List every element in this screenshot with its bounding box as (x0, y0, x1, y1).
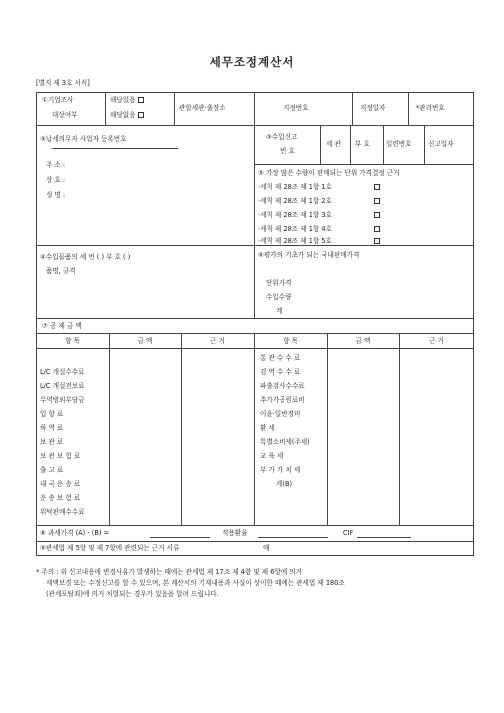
deduction-item: 환 세 (260, 424, 275, 432)
deduction-item: 보 관 보 험 료 (40, 452, 81, 460)
deduction-item: 파출검사수수료 (260, 382, 305, 390)
deduction-item: 위탁판매수수료 (40, 508, 85, 516)
taxpayer-registration-label: ③납세의무자 사업자 등록번호 (40, 135, 127, 143)
total-label: 계 (276, 307, 283, 315)
dept-code-header: 부 호 (355, 140, 370, 148)
clause-checkbox[interactable] (374, 198, 380, 204)
deduction-title: ⑦ 공 제 금 액 (42, 322, 82, 330)
deduction-item: L/C 개설수수료 (40, 368, 85, 376)
item-name-label: 품명, 규격 (46, 267, 76, 275)
header-basis: 근 거 (429, 337, 444, 345)
header-item: 항 목 (65, 337, 80, 345)
exchange-rate-line[interactable] (258, 537, 328, 538)
no-option[interactable]: 해당없음 (110, 112, 144, 119)
clause-checkbox[interactable] (374, 212, 380, 218)
deduction-item: 무역범외부담금 (40, 396, 85, 404)
deduction-item: L/C 개설전보료 (40, 382, 85, 390)
notice-line: * 주의 : 위 신고내용에 변경사유가 발생하는 때에는 관세법 제 17조 제 4항 및 제 6항에 의거 (36, 568, 303, 576)
header-amount: 금 액 (355, 337, 371, 345)
deduction-item: 부 가 가 치 세 (260, 466, 301, 474)
clause-item[interactable]: ·세칙 제 28조 제 1항 3호 (258, 211, 332, 219)
report-date-header: 신고일자 (428, 140, 454, 148)
deduction-item: 통 관 수 수 료 (260, 354, 301, 362)
import-item-label: ④수입물품의 세 번 ( ) 부 호 ( ) (40, 253, 131, 261)
address-label: 주 소 : (46, 161, 66, 169)
clause-item[interactable]: ·세칙 제 28조 제 1항 2호 (258, 197, 332, 205)
sheets-suffix: 매 (263, 544, 270, 552)
clause-item[interactable]: ·세칙 제 28조 제 1항 1호 (258, 183, 332, 191)
designation-number-label: 지정번호 (283, 104, 309, 112)
form-reference: [별지 제 3호 서식] (36, 79, 90, 87)
header-item: 항 목 (283, 337, 298, 345)
deduction-item: 내 국 운 송 료 (40, 480, 81, 488)
deduction-item: 보 관 료 (40, 438, 64, 446)
notice-line: (관세포탈죄)에 의거 처벌되는 경우가 있음을 알려 드립니다. (46, 590, 219, 598)
serial-number-header: 일련번호 (386, 140, 412, 148)
trade-name-label: 상 호 : (46, 176, 66, 184)
form-table (36, 92, 474, 556)
cif-line[interactable] (357, 537, 411, 538)
clause-checkbox[interactable] (374, 184, 380, 190)
taxable-value-label: ⑧ 과세가격 (A) - (B) = (40, 529, 110, 537)
import-number-label: 번 호 (280, 147, 295, 155)
deduction-item: 운 송 보 험 료 (40, 494, 81, 502)
deduction-item: 하 역 료 (40, 424, 64, 432)
management-number-label: *관리번호 (416, 104, 445, 112)
page-title: 세무조정계산서 (209, 55, 295, 69)
unit-price-label: 단위가격 (266, 279, 292, 287)
deduction-item: 검 역 수 수 료 (260, 368, 301, 376)
header-amount: 금 액 (137, 337, 153, 345)
clause-item[interactable]: ·세칙 제 28조 제 1항 5호 (258, 237, 332, 245)
clause-item[interactable]: ·세칙 제 28조 제 1항 4호 (258, 225, 332, 233)
import-report-label: ③수입신고 (266, 133, 298, 141)
deduction-item: 교 육 세 (260, 452, 284, 460)
yes-option[interactable]: 해당있음 (110, 97, 144, 104)
yes-checkbox[interactable] (138, 97, 144, 103)
taxable-value-line[interactable] (150, 537, 210, 538)
designation-date-label: 지정일자 (360, 104, 386, 112)
cif-label: CIF (343, 529, 354, 537)
deduction-item: 이윤·일반경비 (260, 410, 301, 418)
exchange-rate-label: 적용환율 (222, 529, 248, 537)
deduction-item: 추가가공원료비 (260, 396, 305, 404)
deduction-item: 출 고 료 (40, 466, 64, 474)
price-basis-heading: ⑤ 가장 많은 수량이 판매되는 단위 가격결정 근거 (258, 169, 400, 177)
supporting-docs-label: ⑨관세법 제 5항 및 제 7항에 관련되는 근거 서류 (40, 544, 180, 552)
company-survey-label: ①기업조사 (42, 96, 74, 104)
deduction-item: 특별소비세(주세) (260, 438, 310, 446)
name-label: 성 명 : (46, 191, 66, 199)
customs-office-label: 관할세관·출장소 (179, 104, 226, 112)
deduction-item: 입 항 료 (40, 410, 64, 418)
notice-text (36, 567, 476, 600)
customs-header: 세 관 (326, 140, 341, 148)
clause-checkbox[interactable] (374, 238, 380, 244)
deduction-total: 계(B) (276, 480, 293, 488)
header-basis: 근 거 (210, 337, 225, 345)
notice-line: 세액보경 또는 수정신고를 할 수 있으며, 본 계산서의 기재내용과 사실이 상이한 때에는 관세법 제 180조 (46, 579, 345, 587)
no-checkbox[interactable] (138, 112, 144, 118)
registration-number-line[interactable] (52, 148, 178, 149)
clause-checkbox[interactable] (374, 226, 380, 232)
target-label: 대상여부 (52, 111, 78, 119)
import-quantity-label: 수입수량 (266, 293, 292, 301)
domestic-price-label: ⑥평가의 기초가 되는 국내판매가격 (258, 251, 360, 259)
